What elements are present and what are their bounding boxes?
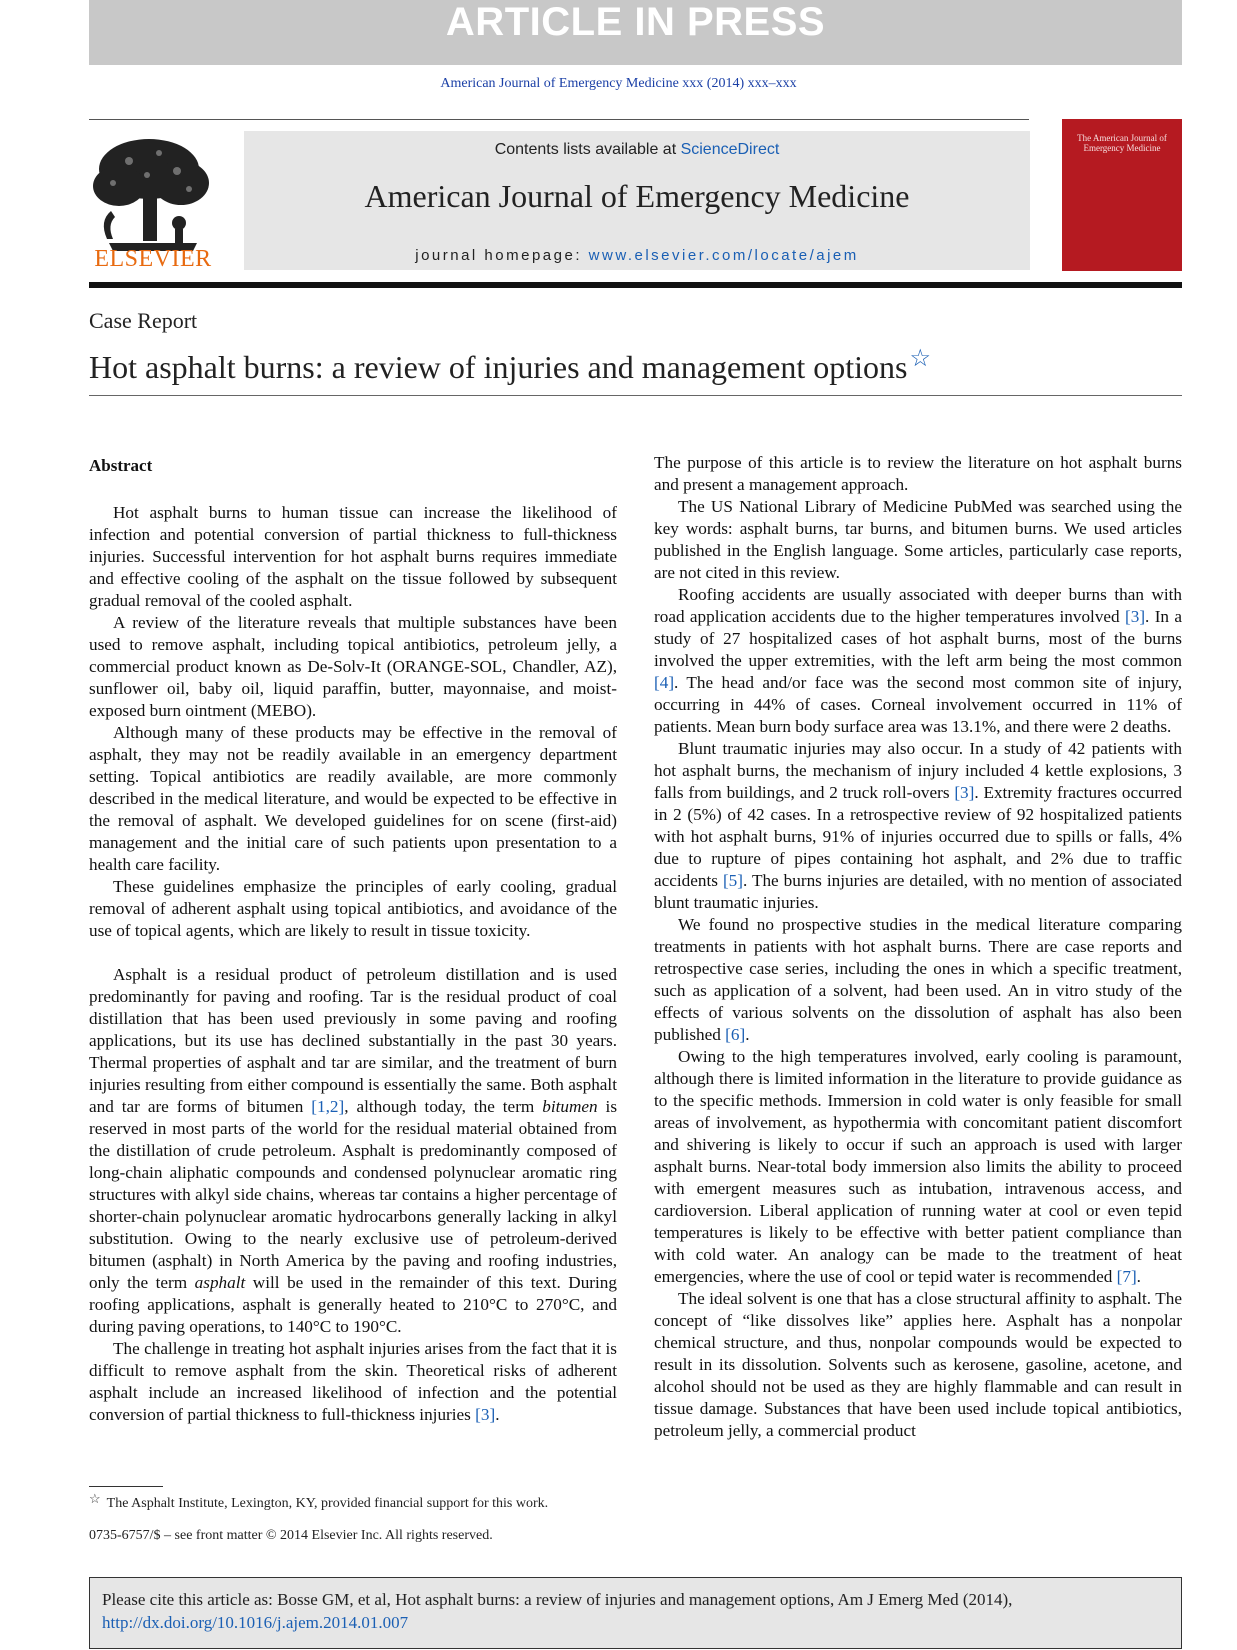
title-rule (89, 395, 1182, 396)
body-paragraph: Blunt traumatic injuries may also occur. In a study of 42 patients with hot asphalt burns, the mechanism of injury included 4 kettle explosions, 3 falls from buildings, and 2 truck roll-overs [3]. Extremity fractures occurred in 2 (5%) of 42 cases. In a retrospective review of 92 hospitalized patients with hot asphalt burns, 91% of injuries occurred due to spills or falls, 4% due to rupture of pipes containing hot asphalt, and 2% due to traffic accidents [5]. The burns injuries are detailed, with no mention of associated blunt traumatic injuries. (654, 739, 1182, 912)
publisher-name: ELSEVIER (94, 246, 212, 272)
body-paragraph: Asphalt is a residual product of petroleum distillation and is used predominantly for paving and roofing. Tar is the residual product of coal distillation that has been used previously in some paving and roofing applications, but its use has declined substantially in the past 30 years. Thermal properties of asphalt and tar are similar, and the treatment of burn injuries resulting from either compound is essentially the same. Both asphalt and tar are forms of bitumen [1,2], although today, the term bitumen is reserved in most parts of the world for the residual material obtained from the distillation of crude petroleum. Asphalt is predominantly composed of long-chain aliphatic compounds and condensed polynuclear aromatic ring structures with alkyl side chains, whereas tar contains a higher percentage of shorter-chain polynuclear aromatic hydrocarbons generally lacking in alkyl substitution. Owing to the nearly exclusive use of petroleum-derived bitumen (asphalt) in North America by the paving and roofing industries, only the term asphalt will be used in the remainder of this text. During roofing applications, asphalt is generally heated to 210°C to 270°C, and during paving operations, to 140°C to 190°C. (89, 965, 618, 1336)
citation-link[interactable]: [3] (1125, 607, 1146, 626)
contents-availability: Contents lists available at ScienceDirect (494, 141, 780, 158)
funding-footnote: ☆ The Asphalt Institute, Lexington, KY, provided financial support for this work. (89, 1491, 549, 1511)
right-column (654, 452, 1182, 1442)
copyright-line: 0735-6757/$ – see front matter © 2014 Elsevier Inc. All rights reserved. (89, 1528, 493, 1543)
article-in-press-banner: ARTICLE IN PRESS (89, 0, 1182, 65)
citation-link[interactable]: [5] (722, 871, 743, 890)
body-paragraph: The US National Library of Medicine PubMed was searched using the key words: asphalt burns, tar burns, and bitumen burns. We used articles published in the English language. Some articles, particularly case reports, are not cited in this review. (654, 497, 1182, 582)
body-paragraph: Roofing accidents are usually associated with deeper burns than with road application accidents due to the higher temperatures involved [3]. In a study of 27 hospitalized cases of hot asphalt burns, most of the burns involved the upper extremities, with the left arm being the most common [4]. The head and/or face was the second most common site of injury, occurring in 44% of cases. Corneal involvement occurred in 11% of patients. Mean burn body surface area was 13.1%, and there were 2 deaths. (654, 585, 1182, 736)
journal-cover-thumbnail (1062, 119, 1182, 271)
masthead-rule (89, 282, 1182, 288)
journal-title: American Journal of Emergency Medicine (364, 178, 910, 214)
citation-box (89, 1577, 1182, 1649)
citation-link[interactable]: [4] (654, 673, 675, 692)
citation-text: Please cite this article as: Bosse GM, et al, Hot asphalt burns: a review of injuries and management options, Am J Emerg Med (2014), http://dx.doi.org/10.1016/j.ajem.2014.01.007 (102, 1590, 1013, 1632)
doi-link[interactable]: http://dx.doi.org/10.1016/j.ajem.2014.01.007 (102, 1613, 409, 1632)
citation-link[interactable]: [7] (1116, 1267, 1137, 1286)
header-rule (89, 119, 1029, 120)
homepage-link[interactable]: www.elsevier.com/locate/ajem (588, 247, 859, 264)
journal-citation-header: American Journal of Emergency Medicine xxx (2014) xxx–xxx (440, 76, 797, 91)
citation-link[interactable]: [1,2] (311, 1097, 345, 1116)
citation-link[interactable]: [3] (475, 1405, 496, 1424)
citation-link[interactable]: [6] (725, 1025, 746, 1044)
abstract-paragraph: These guidelines emphasize the principles of early cooling, gradual removal of adherent asphalt using topical antibiotics, and avoidance of the use of topical agents, which are likely to result in tissue toxicity. (89, 877, 617, 940)
body-paragraph: The purpose of this article is to review the literature on hot asphalt burns and present a management approach. (654, 453, 1182, 494)
left-column (89, 452, 617, 1426)
abstract-paragraph: Hot asphalt burns to human tissue can increase the likelihood of infection and potential conversion of partial thickness to full-thickness injuries. Successful intervention for hot asphalt burns requires immediate and effective cooling of the asphalt on the tissue followed by subsequent gradual removal of the cooled asphalt. (89, 503, 617, 610)
journal-masthead (244, 131, 1030, 270)
citation-link[interactable]: [3] (954, 783, 975, 802)
journal-homepage: journal homepage: www.elsevier.com/locate/ajem (415, 247, 859, 264)
funding-footnote-star-icon[interactable]: ☆ (909, 346, 931, 372)
cover-title: The American Journal of Emergency Medicine (1077, 133, 1167, 153)
footnote-rule (89, 1486, 163, 1487)
body-paragraph: Owing to the high temperatures involved, early cooling is paramount, although there is limited information in the literature to provide guidance as to the specific methods. Immersion in cold water is only feasible for small areas of involvement, as hypothermia with concomitant patient discomfort and shivering is likely to occur if such an approach is used with larger asphalt burns. Near-total body immersion also limits the ability to proceed with emergent measures such as intubation, intravenous access, and cardioversion. Liberal application of running water at cool or even tepid temperatures is likely to be effective with better patient compliance than with cold water. An analogy can be made to the treatment of heat emergencies, where the use of cool or tepid water is recommended [7]. (654, 1047, 1182, 1286)
abstract-paragraph: A review of the literature reveals that multiple substances have been used to remove asphalt, including topical antibiotics, petroleum jelly, a commercial product known as De-Solv-It (ORANGE-SOL, Chandler, AZ), sunflower oil, baby oil, liquid paraffin, butter, mayonnaise, and moist-exposed burn ointment (MEBO). (89, 613, 617, 720)
article-title: Hot asphalt burns: a review of injuries and management options☆ (89, 346, 931, 385)
footnote-star-icon: ☆ (89, 1491, 101, 1506)
sciencedirect-link[interactable]: ScienceDirect (680, 141, 780, 158)
body-paragraph: We found no prospective studies in the medical literature comparing treatments in patients with hot asphalt burns. There are case reports and retrospective case series, including the ones in which a specific treatment, such as application of a solvent, had been used. An in vitro study of the effects of various solvents on the dissolution of asphalt has also been published [6]. (654, 915, 1182, 1044)
article-type: Case Report (89, 308, 198, 333)
body-paragraph: The challenge in treating hot asphalt injuries arises from the fact that it is difficult to remove asphalt from the skin. Theoretical risks of adherent asphalt include an increased likelihood of infection and the potential conversion of partial thickness to full-thickness injuries [3]. (89, 1339, 617, 1424)
body-paragraph: The ideal solvent is one that has a close structural affinity to asphalt. The concept of “like dissolves like” applies here. Asphalt has a nonpolar chemical structure, and thus, nonpolar compounds would be expected to result in its dissolution. Solvents such as kerosene, gasoline, acetone, and alcohol should not be used as they are highly flammable and can result in tissue damage. Substances that have been used include topical antibiotics, petroleum jelly, a commercial product (654, 1289, 1182, 1440)
abstract-paragraph: Although many of these products may be effective in the removal of asphalt, they may not be readily available in an emergency department setting. Topical antibiotics are readily available, are more commonly described in the medical literature, and would be expected to be effective in the removal of asphalt. We developed guidelines for on scene (first-aid) management and the initial care of such patients upon presentation to a health care facility. (89, 723, 617, 874)
abstract-heading: Abstract (89, 456, 153, 475)
